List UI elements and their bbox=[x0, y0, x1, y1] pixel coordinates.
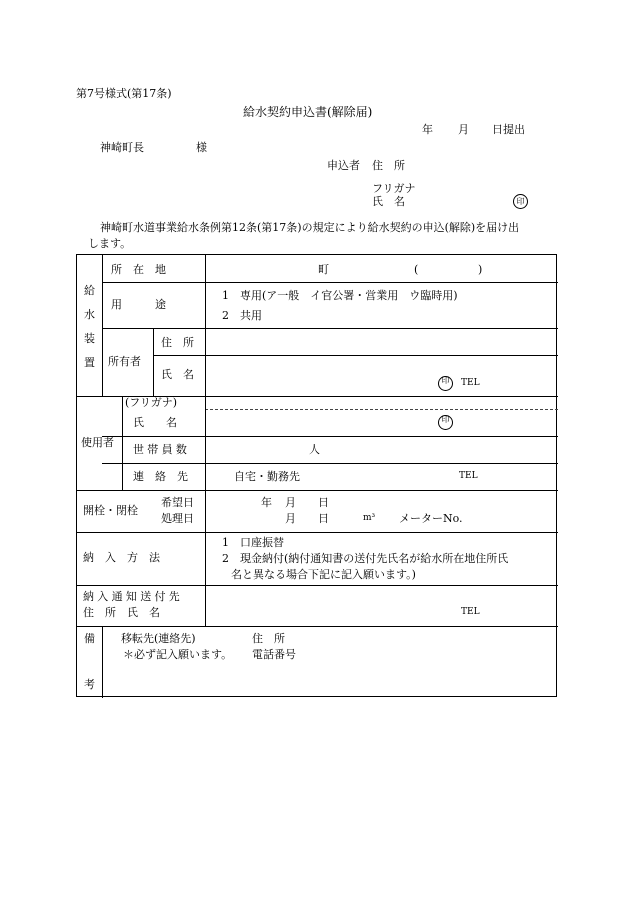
household-persons-unit: 人 bbox=[309, 443, 320, 456]
addressee-honorific: 様 bbox=[196, 141, 207, 154]
remarks-label-top: 備 bbox=[84, 632, 95, 645]
payment-option-3: 名と異なる場合下記に記入願います。) bbox=[231, 568, 416, 581]
body-text-line1: 神崎町水道事業給水条例第12条(第17条)の規定により給水契約の申込(解除)を届け出 bbox=[100, 221, 520, 234]
move-to-label: 移転先(連絡先) bbox=[121, 632, 196, 645]
desired-date-label: 希望日 bbox=[161, 496, 194, 509]
contact-value: 自宅・勤務先 bbox=[234, 470, 300, 483]
application-table bbox=[76, 254, 557, 697]
location-town: 町 bbox=[318, 263, 329, 276]
processed-date-label: 処理日 bbox=[161, 512, 194, 525]
household-label: 世帯員数 bbox=[133, 443, 191, 456]
applicant-name-label: 氏 名 bbox=[372, 195, 405, 208]
owner-name-label: 氏 名 bbox=[161, 368, 194, 381]
open-year: 年 bbox=[261, 496, 272, 509]
body-text-line2: します。 bbox=[88, 237, 132, 250]
kyusui-label-1: 給 bbox=[84, 284, 95, 297]
kyusui-label-4: 置 bbox=[84, 356, 95, 369]
open-month: 月 bbox=[285, 496, 296, 509]
remarks-label-bottom: 考 bbox=[84, 678, 95, 691]
notice-destination-label-1: 納入通知送付先 bbox=[83, 590, 184, 603]
date-month: 月 bbox=[458, 123, 469, 136]
required-note: ＊必ず記入願います。 bbox=[123, 648, 233, 661]
applicant-label: 申込者 bbox=[327, 159, 360, 172]
location-paren-close: ) bbox=[478, 263, 483, 276]
owner-seal-mark: 印 bbox=[438, 376, 453, 391]
location-paren-open: ( bbox=[414, 263, 419, 276]
usage-option-2: 2 共用 bbox=[222, 309, 262, 322]
kyusui-label-2: 水 bbox=[84, 308, 95, 321]
payment-option-2: 2 現金納付(納付通知書の送付先氏名が給水所在地住所氏 bbox=[222, 552, 509, 565]
addressee-name: 神崎町長 bbox=[100, 141, 144, 154]
usage-option-1: 1 専用(ア一般 イ官公署・営業用 ウ臨時用) bbox=[222, 289, 458, 302]
applicant-address-label: 住 所 bbox=[372, 159, 405, 172]
location-label: 所 在 地 bbox=[111, 263, 166, 276]
open-close-label: 開栓・閉栓 bbox=[83, 504, 138, 517]
user-seal-mark: 印 bbox=[438, 415, 453, 430]
owner-label: 所有者 bbox=[108, 355, 141, 368]
process-month: 月 bbox=[285, 512, 296, 525]
move-to-address-label: 住 所 bbox=[252, 632, 285, 645]
notice-tel-label: TEL bbox=[461, 607, 480, 617]
owner-address-label: 住 所 bbox=[161, 336, 194, 349]
date-year: 年 bbox=[422, 123, 433, 136]
user-label: 使用者 bbox=[81, 436, 114, 449]
phone-number-label: 電話番号 bbox=[252, 648, 296, 661]
cubic-meter-unit: m³ bbox=[363, 513, 376, 523]
page-title: 給水契約申込書(解除届) bbox=[243, 105, 373, 119]
notice-destination-label-2: 住 所 氏 名 bbox=[83, 606, 160, 619]
owner-tel-label: TEL bbox=[461, 378, 480, 388]
payment-option-1: 1 口座振替 bbox=[222, 536, 284, 549]
user-furigana-label: (フリガナ) bbox=[125, 396, 178, 409]
usage-label: 用 途 bbox=[111, 298, 166, 311]
payment-method-label: 納 入 方 法 bbox=[83, 551, 160, 564]
date-day: 日提出 bbox=[492, 123, 525, 136]
open-day: 日 bbox=[318, 496, 329, 509]
form-number: 第7号様式(第17条) bbox=[76, 87, 172, 100]
applicant-seal-mark: 印 bbox=[513, 194, 528, 209]
contact-tel-label: TEL bbox=[459, 471, 478, 481]
meter-number-label: メーターNo. bbox=[399, 512, 463, 525]
applicant-furigana-label: フリガナ bbox=[372, 182, 416, 195]
user-name-label: 氏 名 bbox=[133, 416, 177, 429]
process-day: 日 bbox=[318, 512, 329, 525]
kyusui-label-3: 装 bbox=[84, 332, 95, 345]
contact-label: 連 絡 先 bbox=[133, 470, 188, 483]
